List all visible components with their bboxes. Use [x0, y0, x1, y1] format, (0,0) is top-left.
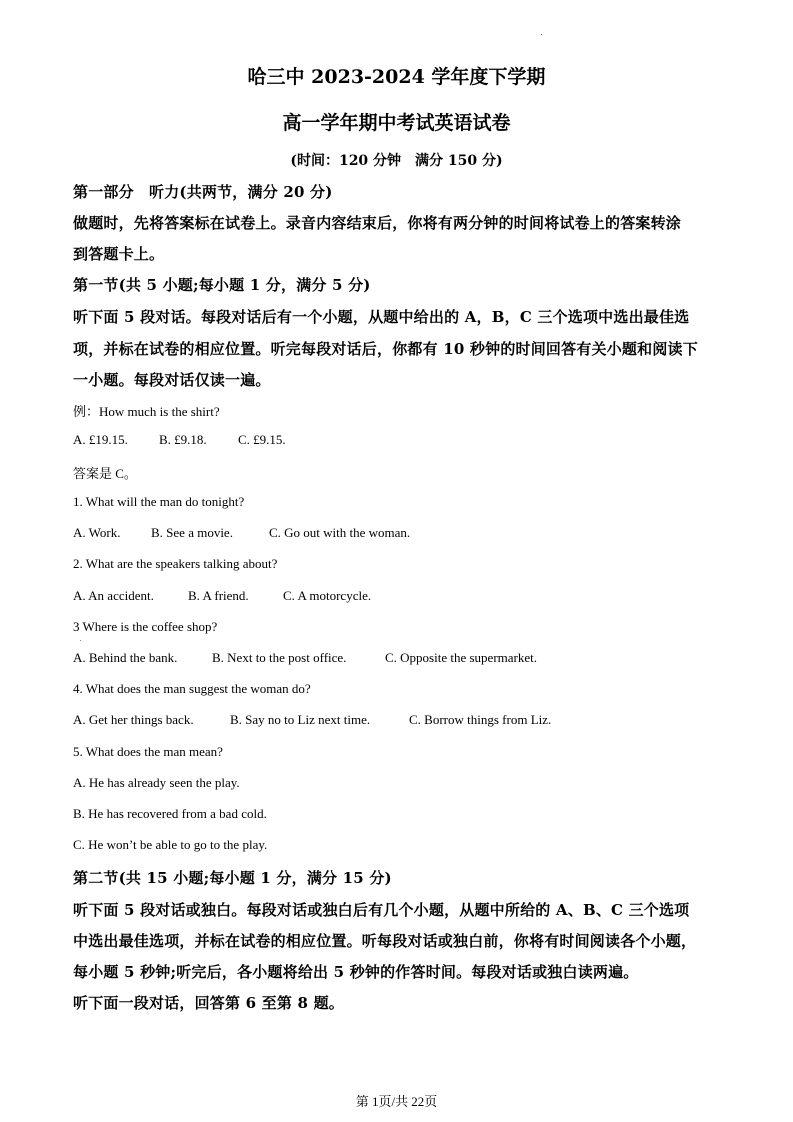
page-number: 第 1页/共 22页: [355, 1094, 438, 1109]
example-options: [73, 432, 286, 448]
example-answer: 答案是 C。: [73, 466, 137, 481]
question-2-options: [73, 588, 371, 604]
part1-instruction-line1: 做题时，先将答案标在试卷上。录音内容结束后，你将有两分钟的时间将试卷上的答案转涂: [73, 214, 682, 232]
section1-instruction-line3: 一小题。每段对话仅读一遍。: [73, 371, 271, 389]
exam-subject-title: 高一学年期中考试英语试卷: [282, 112, 511, 134]
section2-instruction-line3: 每小题 5 秒钟;听完后，各小题将给出 5 秒钟的作答时间。每段对话或独白读两遍。: [73, 963, 639, 981]
part1-instruction-line2: 到答题卡上。: [73, 245, 165, 263]
section1-heading: 第一节(共 5 小题;每小题 1 分，满分 5 分): [73, 276, 371, 294]
q5-option-a: A. He has already seen the play.: [73, 775, 240, 790]
example-option-b: B. £9.18.: [159, 432, 207, 447]
section2-instruction-line1: 听下面 5 段对话或独白。每段对话或独白后有几个小题，从题中所给的 A、B、C 三个选项: [73, 901, 690, 919]
q3-option-b: B. Next to the post office.: [212, 650, 347, 665]
q3-option-a: A. Behind the bank.: [73, 650, 178, 665]
q3-option-c: C. Opposite the supermarket.: [385, 650, 537, 665]
section1-instruction-line2: 项，并标在试卷的相应位置。听完每段对话后，你都有 10 秒钟的时间回答有关小题和阅读下: [73, 340, 698, 358]
q2-option-c: C. A motorcycle.: [283, 588, 372, 603]
question-1: 1. What will the man do tonight?: [73, 494, 245, 509]
question-4-options: [73, 712, 551, 728]
example-option-c: C. £9.15.: [238, 432, 286, 447]
part1-heading: 第一部分 听力(共两节，满分 20 分): [73, 183, 333, 201]
example-question: 例：How much is the shirt?: [73, 404, 220, 419]
q5-option-b: B. He has recovered from a bad cold.: [73, 806, 267, 821]
example-option-a: A. £19.15.: [73, 432, 128, 447]
section2-heading: 第二节(共 15 小题;每小题 1 分，满分 15 分): [73, 869, 392, 887]
section2-instruction-line4: 听下面一段对话，回答第 6 至第 8 题。: [73, 994, 344, 1012]
q1-option-b: B. See a movie.: [151, 525, 233, 540]
q4-option-c: C. Borrow things from Liz.: [409, 712, 552, 727]
scan-dot: [80, 640, 81, 641]
question-4: 4. What does the man suggest the woman do?: [73, 681, 311, 696]
q2-option-b: B. A friend.: [188, 588, 249, 603]
question-3-options: [73, 650, 537, 666]
exam-time-info: (时间：120 分钟 满分 150 分): [290, 153, 503, 169]
question-5: 5. What does the man mean?: [73, 744, 223, 759]
question-3: 3 Where is the coffee shop?: [73, 619, 218, 634]
section1-instruction-line1: 听下面 5 段对话。每段对话后有一个小题，从题中给出的 A，B，C 三个选项中选出最佳选: [73, 308, 690, 326]
q2-option-a: A. An accident.: [73, 588, 154, 603]
q5-option-c: C. He won’t be able to go to the play.: [73, 837, 268, 852]
exam-school-title: 哈三中 2023-2024 学年度下学期: [247, 66, 546, 88]
q1-option-c: C. Go out with the woman.: [269, 525, 411, 540]
q4-option-a: A. Get her things back.: [73, 712, 194, 727]
q1-option-a: A. Work.: [73, 525, 121, 540]
section2-instruction-line2: 中选出最佳选项，并标在试卷的相应位置。听每段对话或独白前，你将有时间阅读各个小题，: [73, 932, 697, 950]
question-2: 2. What are the speakers talking about?: [73, 556, 278, 571]
q4-option-b: B. Say no to Liz next time.: [230, 712, 371, 727]
question-1-options: [73, 525, 410, 541]
scan-dot: [541, 34, 542, 35]
